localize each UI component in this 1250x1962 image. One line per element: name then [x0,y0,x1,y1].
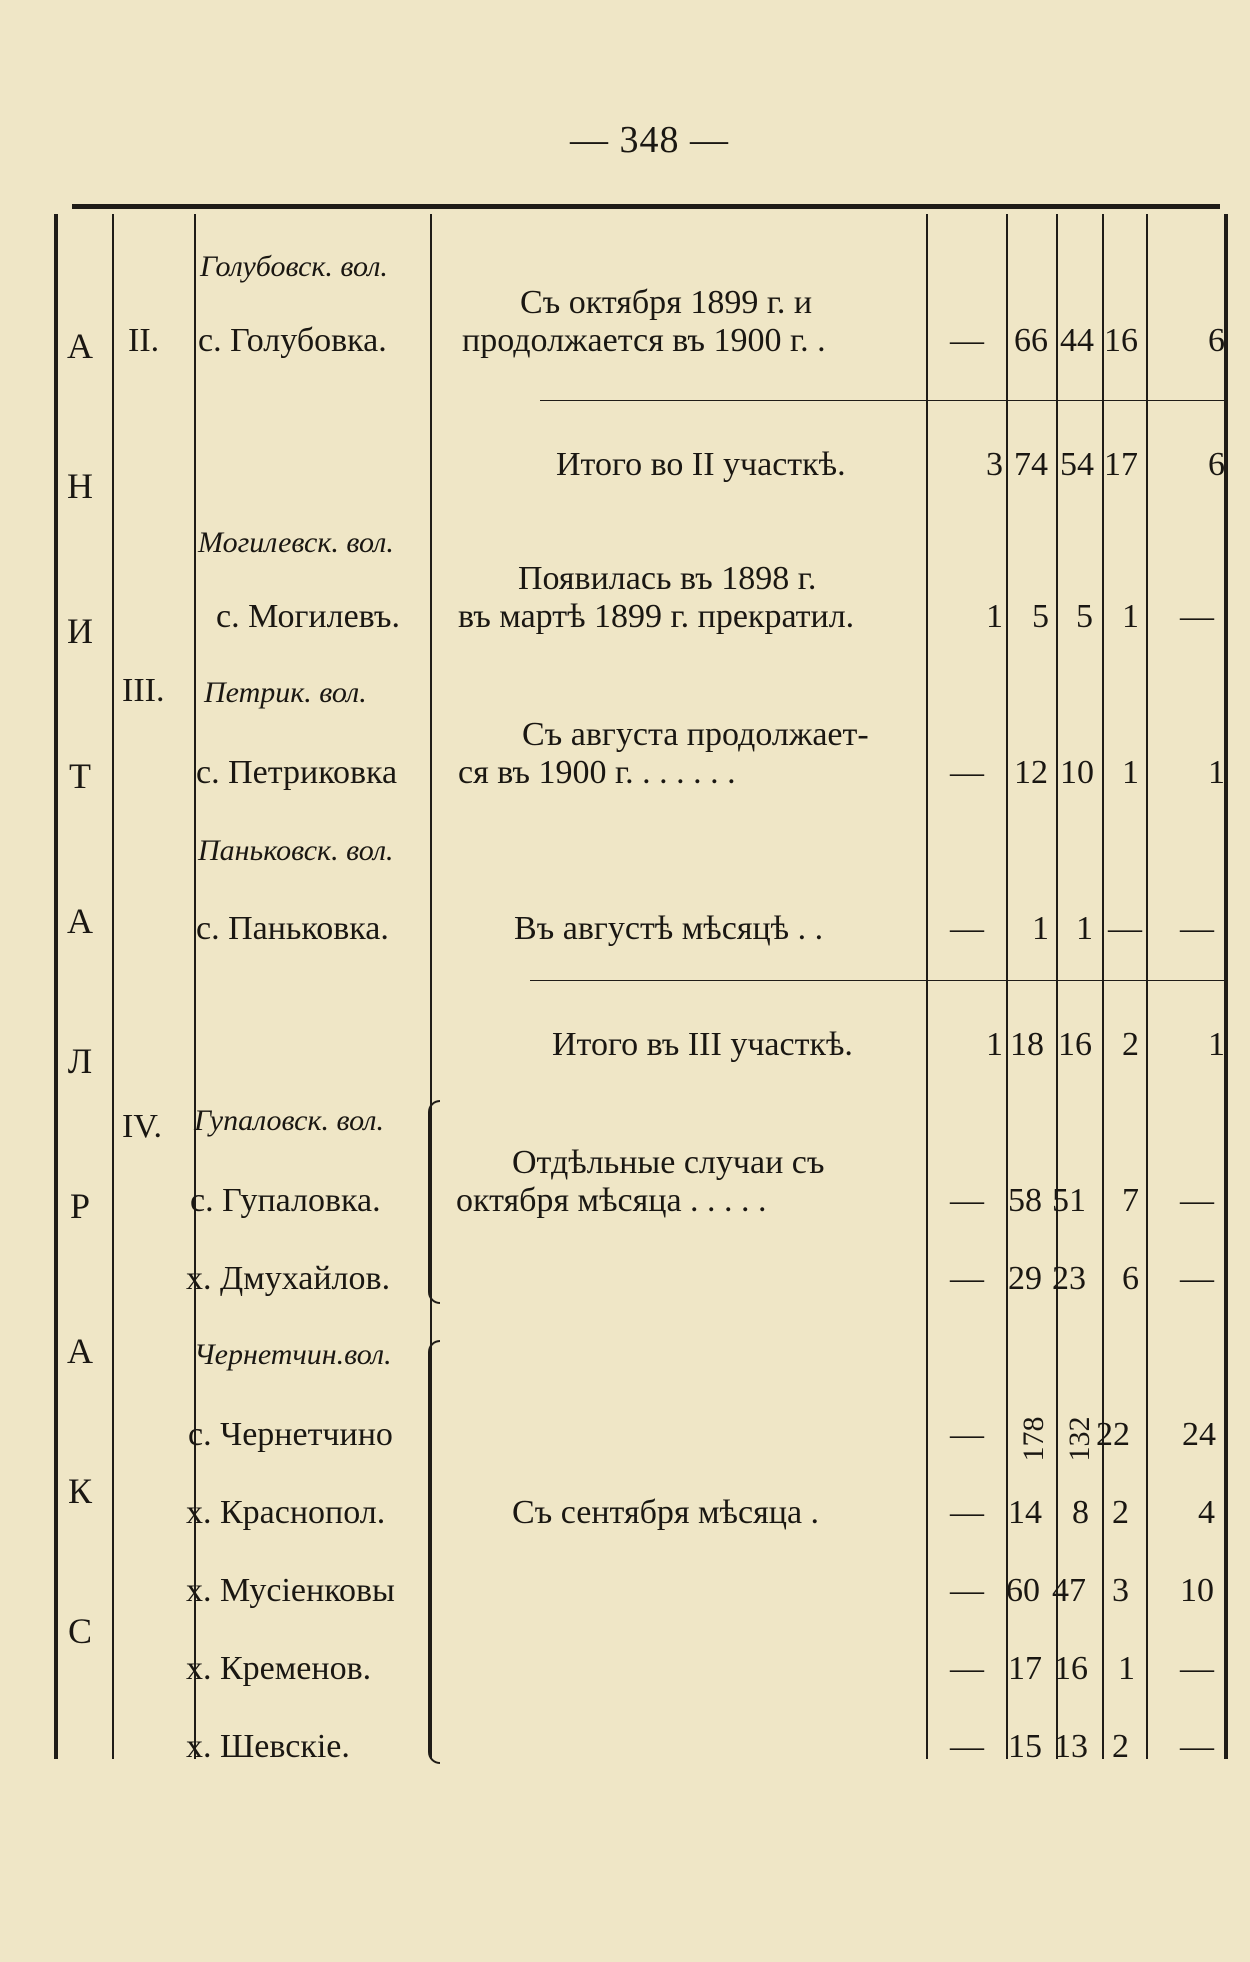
guberniya-letter: И [67,611,93,651]
note-line: въ мартѣ 1899 г. прекратил. [458,598,855,635]
guberniya-letter: А [67,1331,93,1371]
col-line-note [926,214,928,1759]
volost-label: Чернетчин.вол. [194,1338,392,1371]
cell-c3: 47 [1052,1572,1086,1609]
cell-c3: 5 [1076,598,1093,635]
cell-c1: — [950,1728,984,1765]
volost-label: Паньковск. вол. [198,834,394,867]
brace-group [428,1100,440,1304]
brace-group [428,1340,440,1764]
cell-c2: 17 [1008,1650,1042,1687]
cell-c4: 6 [1122,1260,1139,1297]
volost-label: Могилевск. вол. [198,526,394,559]
sep-total-iii [530,980,1226,981]
note-line: Съ октября 1899 г. и [520,284,813,321]
note-line: Появилась въ 1898 г. [518,560,817,597]
cell-c3: 51 [1052,1182,1086,1219]
cell-c2: 14 [1008,1494,1042,1531]
cell-c2: 18 [1010,1026,1044,1063]
cell-c2: 74 [1014,446,1048,483]
place-name: с. Гупаловка. [190,1182,381,1219]
place-name: х. Шевскіе. [186,1728,350,1765]
cell-c4: 2 [1122,1026,1139,1063]
cell-c4: 2 [1112,1494,1129,1531]
total-label: Итого въ III участкѣ. [552,1026,853,1063]
cell-c3: 16 [1058,1026,1092,1063]
guberniya-letter: Т [69,756,91,796]
cell-c2: 66 [1014,322,1048,359]
cell-c4: 1 [1122,754,1139,791]
cell-c5: — [1180,1650,1214,1687]
cell-c2: 12 [1014,754,1048,791]
cell-c4: 16 [1104,322,1138,359]
cell-c1: 1 [986,598,1003,635]
page-number: — 348 — [570,119,729,161]
cell-c5: 6 [1208,322,1225,359]
cell-c5: — [1180,1182,1214,1219]
note-line: Съ сентября мѣсяца . [512,1494,820,1531]
cell-c4: 3 [1112,1572,1129,1609]
cell-c3: 8 [1072,1494,1089,1531]
volost-label: Голубовск. вол. [200,250,388,283]
place-name: х. Дмухайлов. [186,1260,391,1297]
cell-c2-rotated: 178 [1017,1416,1050,1462]
note-line: Въ августѣ мѣсяцѣ . . [514,910,824,947]
guberniya-letter: Р [69,1186,91,1226]
note-line: октября мѣсяца . . . . . [456,1182,767,1219]
cell-c3: 10 [1060,754,1094,791]
cell-c2: 60 [1006,1572,1040,1609]
cell-c5: 4 [1198,1494,1215,1531]
district-iv: IV. [122,1108,162,1145]
cell-c1: 1 [986,1026,1003,1063]
note-line: продолжается въ 1900 г. . [462,322,826,359]
cell-c3-rotated: 132 [1063,1416,1096,1462]
guberniya-letter: С [67,1611,92,1651]
cell-c4: 2 [1112,1728,1129,1765]
cell-c4: — [1108,910,1142,947]
volost-label: Петрик. вол. [204,676,367,709]
cell-c5: — [1180,1260,1214,1297]
cell-c4: 7 [1122,1182,1139,1219]
cell-c1: — [950,1650,984,1687]
cell-c3: 1 [1076,910,1093,947]
guberniya-letter: Л [67,1041,93,1081]
district-ii: II. [128,322,160,359]
col-line-c4 [1146,214,1148,1759]
cell-c4: 17 [1104,446,1138,483]
cell-c5: 1 [1208,1026,1225,1063]
cell-c5: — [1180,1728,1214,1765]
cell-c3: 54 [1060,446,1094,483]
place-name: с. Голубовка. [198,322,387,359]
cell-c3: 23 [1052,1260,1086,1297]
place-name: х. Мусіенковы [186,1572,395,1609]
cell-c5: 24 [1182,1416,1216,1453]
volost-label: Гупаловск. вол. [194,1104,384,1137]
top-rule [72,204,1220,209]
cell-c5: — [1180,598,1214,635]
cell-c2: 58 [1008,1182,1042,1219]
place-name: с. Петриковка [196,754,398,791]
cell-c1: — [950,754,984,791]
cell-c1: 3 [986,446,1003,483]
cell-c5: — [1180,910,1214,947]
guberniya-letter: К [67,1471,92,1511]
cell-c1: — [950,1260,984,1297]
sep-total-ii [540,400,1226,401]
cell-c3: 16 [1054,1650,1088,1687]
cell-c1: — [950,322,984,359]
cell-c4: 1 [1118,1650,1135,1687]
cell-c5: 10 [1180,1572,1214,1609]
cell-c3: 13 [1054,1728,1088,1765]
cell-c4: 22 [1096,1416,1130,1453]
guberniya-letter: А [67,326,93,366]
total-label: Итого во II участкѣ. [556,446,846,483]
col-line-outer-left [54,214,58,1759]
cell-c1: — [950,1182,984,1219]
note-line: Съ августа продолжает- [522,716,869,753]
place-name: х. Краснопол. [186,1494,386,1531]
place-name: с. Чернетчино [188,1416,393,1453]
cell-c2: 15 [1008,1728,1042,1765]
cell-c5: 6 [1208,446,1225,483]
cell-c5: 1 [1208,754,1225,791]
place-name: с. Могилевъ. [216,598,400,635]
guberniya-letter: Н [67,466,93,506]
cell-c2: 1 [1032,910,1049,947]
cell-c1: — [950,1572,984,1609]
cell-c2: 29 [1008,1260,1042,1297]
place-name: х. Кременов. [186,1650,372,1687]
place-name: с. Паньковка. [196,910,389,947]
note-line: ся въ 1900 г. . . . . . . [458,754,736,791]
guberniya-letter: А [67,901,93,941]
cell-c4: 1 [1122,598,1139,635]
district-iii: III. [122,672,165,709]
cell-c1: — [950,1416,984,1453]
note-line: Отдѣльные случаи съ [512,1144,825,1181]
cell-c1: — [950,910,984,947]
col-line-guberniya [112,214,114,1759]
cell-c3: 44 [1060,322,1094,359]
cell-c1: — [950,1494,984,1531]
cell-c2: 5 [1032,598,1049,635]
col-line-c2 [1056,214,1058,1759]
